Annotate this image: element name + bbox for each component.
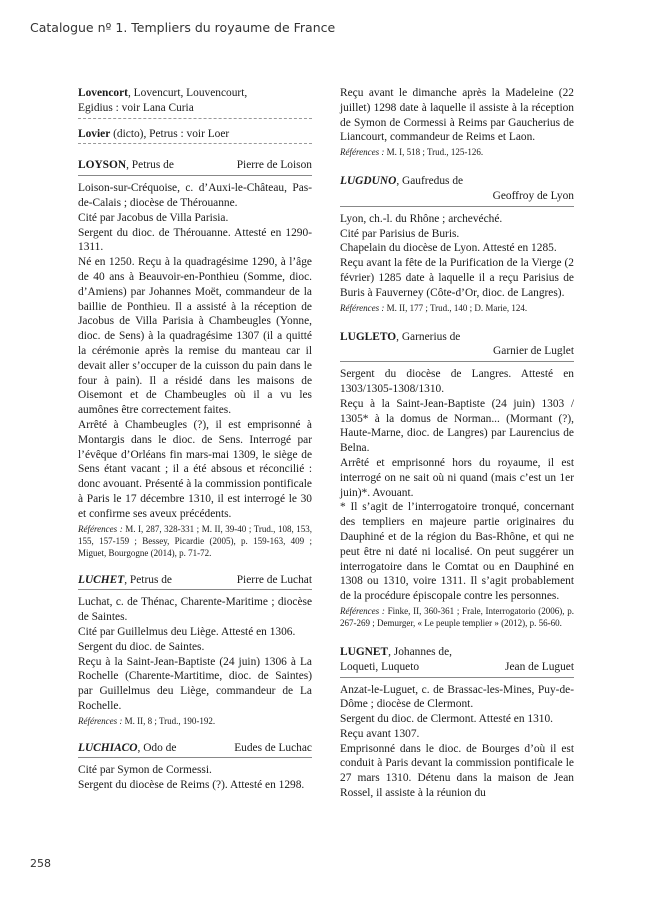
latin-forename: , Petrus de xyxy=(124,573,172,586)
references xyxy=(340,605,574,629)
french-name: Pierre de Loison xyxy=(236,159,312,172)
entry-lovier xyxy=(78,127,312,145)
entry-name: LUGDUNO xyxy=(340,175,397,188)
latin-variants: Loqueti, Luqueto xyxy=(340,660,420,673)
entry-paragraph: Sergent du diocèse de Langres. Attesté en 1303/1305-1308/1310. xyxy=(340,368,574,395)
entry-paragraph: Cité par Guillelmus deu Liège. Attesté en 1306. xyxy=(78,625,296,638)
entry-name: LOYSON xyxy=(78,159,127,172)
entry-paragraph: Sergent du dioc. de Clermont. Attesté en 1310. xyxy=(340,713,554,726)
references-label: Références : xyxy=(78,523,123,534)
french-name: Jean de Luguet xyxy=(505,660,574,673)
entry-paragraph: Sergent du dioc. de Saintes. xyxy=(78,640,205,653)
entry-paragraph: Reçu avant 1307. xyxy=(340,727,420,740)
left-column xyxy=(78,86,312,803)
entry-name: LUGNET xyxy=(340,645,389,658)
entry-name: LUCHIACO xyxy=(78,741,138,754)
entry-paragraph: Né en 1250. Reçu à la quadragésime 1290, à l’âge de 40 ans à Beauvoir-en-Ponthieu (Somme, dioc. d’Amiens) par Johannes Moët, commandeur de la baillie de Ponthieu. Il a assisté à la réception de Jacobus de Villa Parisia à Chambeugles (Yonne, dioc. de Sens) à la quadragésime 1307 (il a quitté la cérémonie après la remise du manteau car il devait aller s’occuper de la cuisson du pain dans le four à pain). Il a résidé dans les maisons de Oisemont et de Chambeugles où il a vu les aumônes être correctement faites. xyxy=(78,256,312,417)
heading-rule xyxy=(340,206,574,207)
entry-paragraph: Luchat, c. de Thénac, Charente-Maritime ; diocèse de Saintes. xyxy=(78,596,312,624)
entry-name: LUCHET xyxy=(78,573,125,586)
entry-paragraph: Anzat-le-Luguet, c. de Brassac-les-Mines, Puy-de-Dôme ; diocèse de Clermont. xyxy=(340,683,574,711)
french-name: Pierre de Luchat xyxy=(236,573,312,586)
dashed-divider xyxy=(78,143,312,144)
entry-paragraph: Sergent du diocèse de Reims (?). Attesté en 1298. xyxy=(78,779,305,792)
heading-rule xyxy=(78,175,312,176)
entry-luchet xyxy=(78,573,312,727)
entry-paragraph: Reçu avant le dimanche après la Madeleine (22 juillet) 1298 date à laquelle il assiste à la réception de Symon de Cormessi à Reims par Gaucherius de Liancourt, commandeur de Reims et Laon. xyxy=(340,87,574,144)
references-text: M. I, 518 ; Trud., 125-126. xyxy=(384,147,484,158)
references xyxy=(78,523,312,559)
entry-paragraph: Cité par Symon de Cormessi. xyxy=(78,764,212,777)
entry-paragraph: Sergent du dioc. de Thérouanne. Attesté en 1290-1311. xyxy=(78,226,312,254)
entry-name: LUGLETO xyxy=(340,330,397,343)
french-name: Eudes de Luchac xyxy=(234,741,312,754)
entry-lugleto xyxy=(340,330,574,629)
latin-forename: , Garnerius de xyxy=(396,330,461,343)
latin-forename: , Petrus de xyxy=(126,159,174,172)
entry-continuation xyxy=(340,86,574,158)
entry-heading xyxy=(78,158,312,173)
entry-paragraph: Reçu à la Saint-Jean-Baptiste (24 juin) 1303 / 1305* à la domus de Norman... (Mormant (?), Haute-Marne, dioc. de Langres) par Laurencius de Belna. xyxy=(340,397,574,455)
entry-heading xyxy=(340,174,574,204)
latin-forename: , Johannes de, xyxy=(388,645,453,658)
entry-heading xyxy=(340,330,574,360)
french-name: Geoffroy de Lyon xyxy=(492,189,574,202)
latin-forename: , Gaufredus de xyxy=(396,175,464,188)
references xyxy=(78,715,312,727)
references-label: Références : xyxy=(340,302,385,313)
entry-paragraph: Reçu à la Saint-Jean-Baptiste (24 juin) 1306 à La Rochelle (Charente-Martitime, dioc. de Saintes) par Guillelmus deu Liège, commandeur de La Rochelle. xyxy=(78,655,312,712)
entry-heading xyxy=(340,645,574,675)
entry-lugduno xyxy=(340,174,574,313)
cross-reference: Egidius : voir Lana Curia xyxy=(78,101,194,114)
entry-luchiaco xyxy=(78,741,312,793)
entry-heading xyxy=(78,741,312,756)
page-number: 258 xyxy=(30,857,51,870)
entry-lugnet xyxy=(340,645,574,801)
references-text: Finke, II, 360-361 ; Frale, Interrogatorio (2006), p. 267-269 ; Demurger, « Le peuple templier » (2012), p. 56-60. xyxy=(340,605,575,628)
dashed-divider xyxy=(78,118,312,119)
entry-lovencort xyxy=(78,86,312,119)
entry-paragraph: Cité par Jacobus de Villa Parisia. xyxy=(78,211,229,224)
latin-forename: , Odo de xyxy=(137,741,177,754)
footnote-paragraph: * Il s’agit de l’interrogatoire tronqué, concernant des templiers en majeure partie originaires du Dauphiné et de la région du Bas-Rhône, et qui ne peut être ni daté ni localisé. On peut suggérer un interrogatoire dans le Comtat ou en Dauphiné en 1308 ou 1310, voire 1311. Il s’agit probablement de la procédure épiscopale contre les personnes. xyxy=(340,501,574,603)
entry-name: Lovencort xyxy=(78,87,128,99)
references-label: Références : xyxy=(340,147,385,158)
entry-paragraph: Cité par Parisius de Buris. xyxy=(340,227,460,240)
running-head: Catalogue nº 1. Templiers du royaume de France xyxy=(30,20,336,35)
references xyxy=(340,146,574,158)
entry-paragraph: Emprisonné dans le dioc. de Bourges d’où il est conduit à Paris devant la commission pontificale le 27 mars 1310. Détenu dans la maison de Jean Rossel, il assiste à la réunion du xyxy=(340,742,574,800)
entry-paragraph: Lyon, ch.-l. du Rhône ; archevéché. xyxy=(340,212,503,225)
entry-paragraph: Arrêté à Chambeugles (?), il est emprisonné à Montargis dans le dioc. de Sens. Interrogé par l’évêque d’Orléans fin mars-mai 1309, le siège de Sens étant vacant ; il a été absous et réconcilié : donc avouant. Présenté à la commission pontificale à Paris le 17 décembre 1310, il est interrogé le 30 et confirme ses aveux précédents. xyxy=(78,418,312,520)
entry-name: Lovier xyxy=(78,127,111,140)
references-text: M. II, 177 ; Trud., 140 ; D. Marie, 124. xyxy=(384,302,528,313)
entry-paragraph: Chapelain du diocèse de Lyon. Attesté en 1285. xyxy=(340,242,557,255)
heading-rule xyxy=(78,589,312,590)
heading-rule xyxy=(340,361,574,362)
entry-variants: , Lovencurt, Louvencourt, xyxy=(127,87,248,99)
french-name: Garnier de Luglet xyxy=(493,345,574,358)
heading-rule xyxy=(340,677,574,678)
entry-paragraph: Arrêté et emprisonné hors du royaume, il est interrogé on ne sait où ni quand (mais c’est un 1er juin)*. Avouant. xyxy=(340,456,574,499)
entry-heading xyxy=(78,127,312,142)
entry-paragraph: Loison-sur-Créquoise, c. d’Auxi-le-Château, Pas-de-Calais ; diocèse de Thérouanne. xyxy=(78,182,312,209)
entry-paragraph: Reçu avant la fête de la Purification de la Vierge (2 février) 1285 date à laquelle il a reçu Parisius de Buris à Fauverney (Côte-d’Or, dioc. de Langres). xyxy=(340,257,574,299)
entry-heading xyxy=(78,86,312,101)
references-label: Références : xyxy=(340,605,385,616)
references-text: M. II, 8 ; Trud., 190-192. xyxy=(122,715,216,726)
heading-rule xyxy=(78,757,312,758)
references-text: M. I, 287, 328-331 ; M. II, 39-40 ; Trud., 108, 153, 155, 157-159 ; Bessey, Picardie (2005), p. 159-163, 409 ; Miguet, Bourgogne (2014), p. 71-72. xyxy=(78,523,312,558)
references-label: Références : xyxy=(78,715,123,726)
references xyxy=(340,302,574,314)
right-column xyxy=(340,86,574,811)
entry-loyson xyxy=(78,158,312,558)
entry-heading xyxy=(78,573,312,588)
cross-reference: (dicto), Petrus : voir Loer xyxy=(110,127,230,140)
